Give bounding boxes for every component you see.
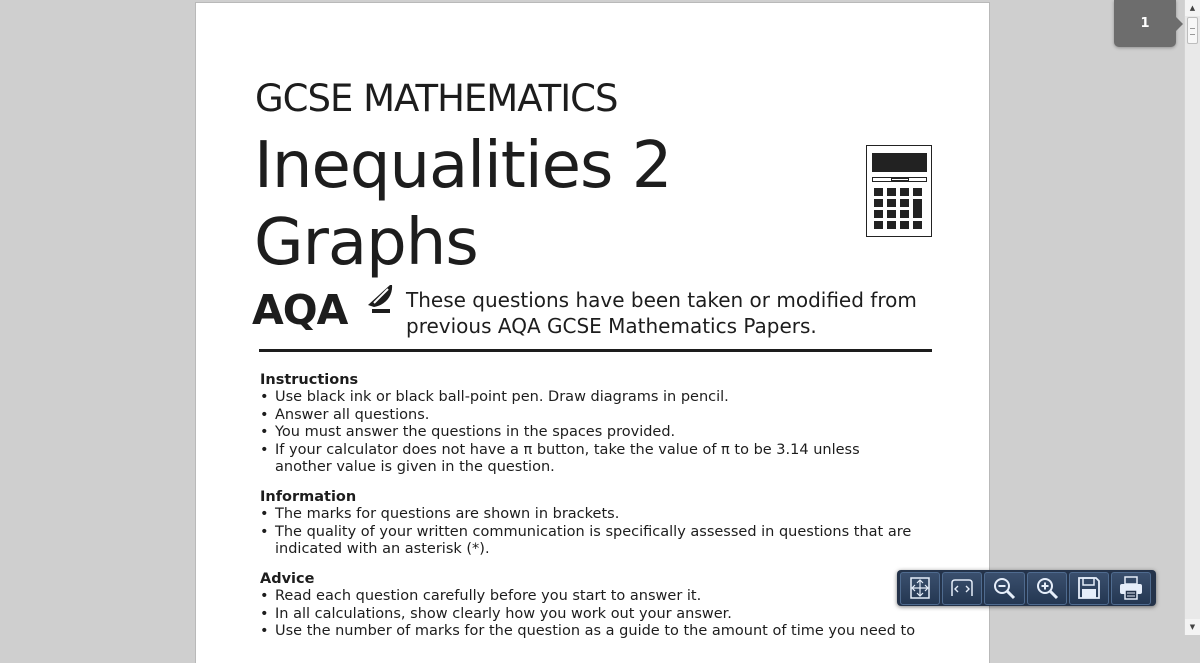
list-item: • The quality of your written communication is specifically assessed in questions that are indicated with an asterisk (*).: [260, 524, 915, 559]
list-item: • Answer all questions.: [260, 407, 950, 425]
title-line-2: Graphs: [254, 206, 478, 280]
advice-section: [260, 571, 950, 641]
instructions-section: [260, 372, 950, 477]
save-button[interactable]: [1069, 572, 1109, 605]
fit-width-icon: [949, 575, 975, 601]
zoom-in-icon: [1034, 575, 1060, 601]
list-item: • Use the number of marks for the question as a guide to the amount of time you need to: [260, 623, 950, 641]
viewer-toolbar: [897, 570, 1156, 606]
fit-width-button[interactable]: [942, 572, 982, 605]
vertical-scrollbar[interactable]: [1184, 0, 1200, 635]
aqa-logo: AQA: [252, 286, 348, 334]
instructions-heading: Instructions: [260, 372, 359, 388]
fit-page-icon: [907, 575, 933, 601]
title-line-1: Inequalities 2: [254, 129, 672, 203]
divider: [259, 349, 932, 352]
list-item: • The marks for questions are shown in brackets.: [260, 506, 950, 524]
calculator-icon: [866, 145, 932, 237]
list-item: • Read each question carefully before you start to answer it.: [260, 588, 950, 606]
save-icon: [1076, 575, 1102, 601]
page-number-badge: 1: [1114, 0, 1176, 47]
source-line-2: previous AQA GCSE Mathematics Papers.: [406, 314, 817, 338]
print-button[interactable]: [1111, 572, 1151, 605]
scroll-up-icon[interactable]: ▲: [1185, 0, 1200, 16]
list-item: • Use black ink or black ball-point pen. Draw diagrams in pencil.: [260, 389, 950, 407]
document-page: [196, 3, 989, 663]
list-item: • If your calculator does not have a π button, take the value of π to be 3.14 unless another value is given in the question.: [260, 442, 915, 477]
zoom-out-button[interactable]: [984, 572, 1024, 605]
zoom-in-button[interactable]: [1027, 572, 1067, 605]
scroll-thumb[interactable]: [1187, 17, 1198, 44]
information-section: [260, 489, 950, 559]
list-item: • In all calculations, show clearly how you work out your answer.: [260, 606, 950, 624]
zoom-out-icon: [991, 575, 1017, 601]
information-heading: Information: [260, 489, 357, 505]
list-item: • You must answer the questions in the spaces provided.: [260, 424, 950, 442]
aqa-leaf-icon: [366, 283, 396, 315]
print-icon: [1118, 575, 1144, 601]
fit-page-button[interactable]: [900, 572, 940, 605]
scroll-down-icon[interactable]: ▼: [1185, 619, 1200, 635]
source-line-1: These questions have been taken or modified from: [406, 288, 917, 312]
advice-heading: Advice: [260, 571, 315, 587]
source-note: [406, 287, 966, 339]
subject-heading: GCSE MATHEMATICS: [255, 77, 618, 120]
